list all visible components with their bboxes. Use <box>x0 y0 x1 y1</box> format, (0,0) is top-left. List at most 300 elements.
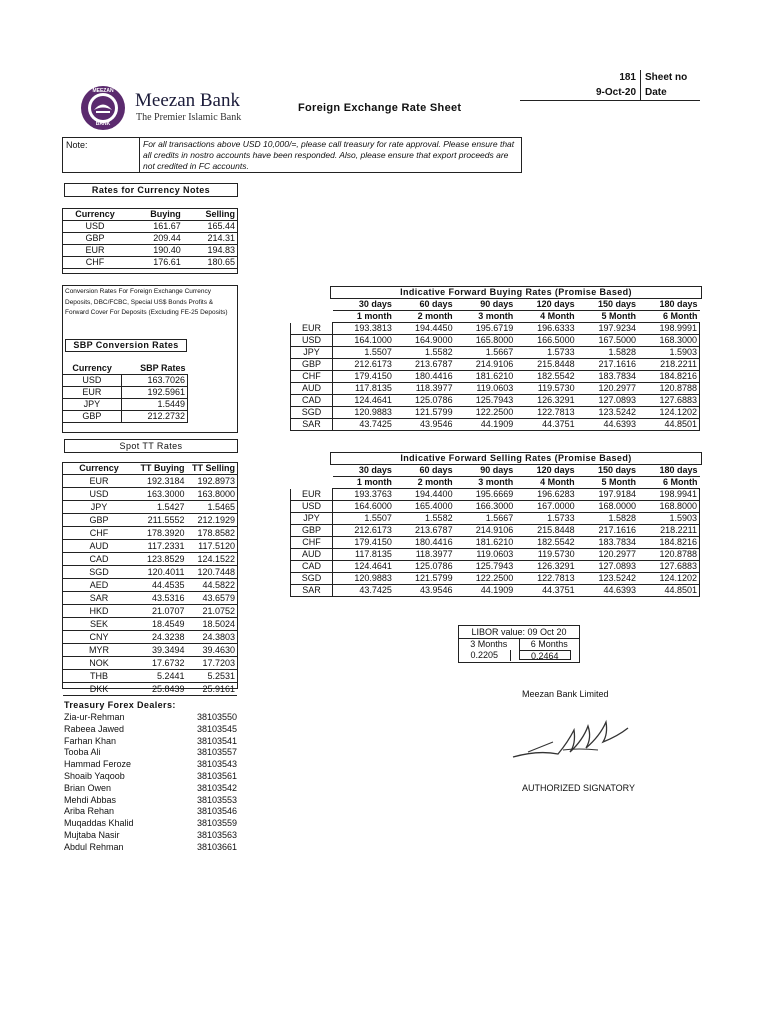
rate-cell: 168.0000 <box>577 501 638 513</box>
list-item <box>64 795 244 807</box>
rate-cell: 168.3000 <box>638 335 699 347</box>
dealer-phone: 38103541 <box>197 735 238 746</box>
table-row <box>63 475 237 488</box>
currency-notes-table <box>62 208 238 274</box>
table-row <box>63 375 188 387</box>
dealer-name: Brian Owen <box>64 782 112 793</box>
currency-cell: MYR <box>63 644 135 657</box>
table-row <box>63 683 237 696</box>
currency-cell: EUR <box>63 245 127 257</box>
table-row <box>63 644 237 657</box>
currency-cell: CHF <box>63 257 127 269</box>
rate-cell: 117.8135 <box>333 383 394 395</box>
libor-3m-value: 0.2205 <box>459 650 511 661</box>
currency-cell: CAD <box>291 395 333 407</box>
currency-cell: SAR <box>291 585 333 597</box>
rate-cell: 164.1000 <box>333 335 394 347</box>
rate-cell: 217.1616 <box>577 359 638 371</box>
rate-cell: 125.0786 <box>394 395 455 407</box>
table-row <box>291 347 700 359</box>
rate-cell: 198.9991 <box>638 323 699 335</box>
rate-cell: 43.5316 <box>135 592 187 605</box>
rate-cell: 125.0786 <box>394 561 455 573</box>
currency-cell: CHF <box>291 537 333 549</box>
column-header: 180 days <box>638 299 699 311</box>
column-header: 2 month <box>394 311 455 323</box>
rate-cell: 209.44 <box>127 233 183 245</box>
rate-cell: 1.5667 <box>455 513 516 525</box>
currency-cell: JPY <box>63 399 121 411</box>
dealer-phone: 38103545 <box>197 723 238 734</box>
dealer-phone: 38103543 <box>197 759 238 770</box>
rate-cell: 192.3184 <box>135 475 187 488</box>
rate-cell: 1.5828 <box>577 513 638 525</box>
rate-cell: 124.4641 <box>333 395 394 407</box>
signature-company: Meezan Bank Limited <box>522 689 609 699</box>
rate-cell: 1.5733 <box>515 513 576 525</box>
rate-cell: 167.0000 <box>515 501 576 513</box>
rate-cell: 25.9161 <box>187 683 237 696</box>
list-item <box>64 818 244 830</box>
currency-cell: SAR <box>63 592 135 605</box>
currency-cell: JPY <box>63 501 135 514</box>
bank-logo <box>80 85 126 131</box>
rate-cell: 166.5000 <box>515 335 576 347</box>
rate-cell: 39.4630 <box>187 644 237 657</box>
table-row <box>63 605 237 618</box>
currency-cell: SGD <box>291 573 333 585</box>
rate-cell: 1.5582 <box>394 347 455 359</box>
currency-cell: AUD <box>291 549 333 561</box>
blank-cell <box>291 477 333 489</box>
list-item <box>64 806 244 818</box>
rate-cell: 17.6732 <box>135 657 187 670</box>
fwd-sell-title: Indicative Forward Selling Rates (Promise Based) <box>330 452 702 465</box>
rate-cell: 176.61 <box>127 257 183 269</box>
column-header: 150 days <box>577 465 638 477</box>
rate-cell: 165.4000 <box>394 501 455 513</box>
rate-cell: 213.6787 <box>394 525 455 537</box>
dealers-list <box>64 712 244 854</box>
currency-cell: JPY <box>291 347 333 359</box>
blank-cell <box>291 311 333 323</box>
currency-cell: JPY <box>291 513 333 525</box>
rate-cell: 120.8788 <box>638 383 699 395</box>
table-row <box>63 387 188 399</box>
dealer-name: Zia-ur-Rehman <box>64 712 125 722</box>
dealers-title: Treasury Forex Dealers: <box>64 700 176 710</box>
currency-cell: GBP <box>63 233 127 245</box>
table-row <box>291 501 700 513</box>
fwd-sell-table <box>290 464 700 597</box>
libor-6m-value: 0.2464 <box>519 650 572 660</box>
rate-cell: 193.3813 <box>333 323 394 335</box>
sheet-no-value: 181 <box>520 70 641 85</box>
column-header: 60 days <box>394 299 455 311</box>
dealer-phone: 38103563 <box>197 829 238 840</box>
rate-cell: 194.83 <box>183 245 237 257</box>
rate-cell: 213.6787 <box>394 359 455 371</box>
conversion-box <box>62 285 238 433</box>
table-row <box>291 537 700 549</box>
rate-cell: 44.6393 <box>577 419 638 431</box>
note-box <box>62 137 522 173</box>
rate-cell: 212.2732 <box>121 411 187 423</box>
dealer-phone: 38103661 <box>197 841 238 852</box>
rate-cell: 117.2331 <box>135 540 187 553</box>
rate-cell: 127.6883 <box>638 561 699 573</box>
libor-title: LIBOR value: 09 Oct 20 <box>471 627 567 637</box>
currency-cell: CAD <box>291 561 333 573</box>
rate-cell: 123.8529 <box>135 553 187 566</box>
table-row <box>63 618 237 631</box>
days-header-row <box>291 465 700 477</box>
currency-cell: SEK <box>63 618 135 631</box>
column-header: 4 Month <box>515 477 576 489</box>
days-header-row <box>291 299 700 311</box>
rate-cell: 43.9546 <box>394 419 455 431</box>
rate-cell: 167.5000 <box>577 335 638 347</box>
rate-cell: 163.3000 <box>135 488 187 501</box>
table-row <box>63 527 237 540</box>
rate-cell: 24.3238 <box>135 631 187 644</box>
rate-cell: 1.5507 <box>333 347 394 359</box>
sheet-meta <box>520 70 700 101</box>
currency-notes-title: Rates for Currency Notes <box>64 183 238 197</box>
rate-cell: 218.2211 <box>638 359 699 371</box>
rate-cell: 24.3803 <box>187 631 237 644</box>
table-row <box>291 383 700 395</box>
rate-cell: 119.0603 <box>455 383 516 395</box>
list-item <box>64 842 244 854</box>
rate-cell: 17.7203 <box>187 657 237 670</box>
table-row <box>63 411 188 423</box>
rate-cell: 127.0893 <box>577 395 638 407</box>
spot-title: Spot TT Rates <box>64 439 238 453</box>
table-row <box>291 335 700 347</box>
rate-cell: 180.65 <box>183 257 237 269</box>
blank-cell <box>291 299 333 311</box>
rate-cell: 120.8788 <box>638 549 699 561</box>
rate-cell: 120.9883 <box>333 573 394 585</box>
sheet-no-label: Sheet no <box>645 72 688 83</box>
rate-cell: 1.5903 <box>638 347 699 359</box>
currency-cell: CNY <box>63 631 135 644</box>
rate-cell: 44.6393 <box>577 585 638 597</box>
currency-cell: HKD <box>63 605 135 618</box>
rate-cell: 43.9546 <box>394 585 455 597</box>
rate-cell: 1.5427 <box>135 501 187 514</box>
currency-cell: NOK <box>63 657 135 670</box>
rate-cell: 44.1909 <box>455 585 516 597</box>
rate-cell: 194.4450 <box>394 323 455 335</box>
column-header: 90 days <box>455 465 516 477</box>
column-header: Buying <box>127 209 183 221</box>
table-row <box>291 573 700 585</box>
column-header: 120 days <box>515 465 576 477</box>
rate-cell: 43.7425 <box>333 585 394 597</box>
rate-cell: 182.5542 <box>515 371 576 383</box>
rate-cell: 180.4416 <box>394 371 455 383</box>
rate-cell: 212.6173 <box>333 359 394 371</box>
rate-cell: 43.6579 <box>187 592 237 605</box>
rate-cell: 184.8216 <box>638 371 699 383</box>
table-row <box>63 257 237 269</box>
rate-cell: 1.5828 <box>577 347 638 359</box>
dealer-name: Ariba Rehan <box>64 806 115 817</box>
rate-cell: 196.6333 <box>515 323 576 335</box>
list-item <box>64 759 244 771</box>
rate-cell: 1.5667 <box>455 347 516 359</box>
rate-cell: 217.1616 <box>577 525 638 537</box>
rate-cell: 211.5552 <box>135 514 187 527</box>
rate-cell: 5.2531 <box>187 670 237 683</box>
table-row <box>291 407 700 419</box>
list-item <box>64 771 244 783</box>
rate-cell: 195.6719 <box>455 323 516 335</box>
column-header: Currency <box>63 363 121 375</box>
rate-cell: 125.7943 <box>455 561 516 573</box>
currency-cell: AUD <box>291 383 333 395</box>
list-item <box>64 736 244 748</box>
rate-cell: 212.1929 <box>187 514 237 527</box>
rate-cell: 44.3751 <box>515 585 576 597</box>
table-row <box>63 592 237 605</box>
rate-cell: 39.3494 <box>135 644 187 657</box>
rate-cell: 126.3291 <box>515 395 576 407</box>
rate-cell: 165.8000 <box>455 335 516 347</box>
rate-cell: 122.7813 <box>515 573 576 585</box>
table-row <box>291 359 700 371</box>
rate-cell: 117.5120 <box>187 540 237 553</box>
table-header-row <box>63 363 188 375</box>
table-row <box>63 540 237 553</box>
column-header: TT Buying <box>135 463 187 475</box>
rate-cell: 190.40 <box>127 245 183 257</box>
rate-cell: 181.6210 <box>455 371 516 383</box>
rate-cell: 168.8000 <box>638 501 699 513</box>
rate-cell: 118.3977 <box>394 549 455 561</box>
rate-cell: 43.7425 <box>333 419 394 431</box>
table-row <box>63 657 237 670</box>
currency-cell: SGD <box>63 566 135 579</box>
currency-cell: USD <box>63 375 121 387</box>
table-row <box>291 371 700 383</box>
date-label: Date <box>645 87 667 98</box>
table-row <box>291 323 700 335</box>
bank-tagline: The Premier Islamic Bank <box>136 112 242 123</box>
rate-cell: 122.2500 <box>455 407 516 419</box>
rate-cell: 44.4535 <box>135 579 187 592</box>
rate-cell: 123.5242 <box>577 573 638 585</box>
column-header: 5 Month <box>577 311 638 323</box>
rate-cell: 44.5822 <box>187 579 237 592</box>
rate-cell: 120.4011 <box>135 566 187 579</box>
table-row <box>63 399 188 411</box>
rate-cell: 21.0707 <box>135 605 187 618</box>
rate-cell: 192.5961 <box>121 387 187 399</box>
spot-table <box>62 462 238 694</box>
table-row <box>291 419 700 431</box>
currency-cell: USD <box>63 221 127 233</box>
table-row <box>291 561 700 573</box>
table-row <box>291 549 700 561</box>
currency-cell: GBP <box>63 411 121 423</box>
column-header: 6 Month <box>638 311 699 323</box>
list-item <box>64 724 244 736</box>
column-header: SBP Rates <box>121 363 187 375</box>
rate-cell: 214.9106 <box>455 525 516 537</box>
rate-cell: 122.7813 <box>515 407 576 419</box>
rate-cell: 165.44 <box>183 221 237 233</box>
rate-cell: 192.8973 <box>187 475 237 488</box>
column-header: Currency <box>63 463 135 475</box>
currency-cell: USD <box>291 501 333 513</box>
table-row <box>63 631 237 644</box>
rate-cell: 212.6173 <box>333 525 394 537</box>
dealer-name: Hammad Feroze <box>64 759 132 770</box>
currency-cell: AUD <box>63 540 135 553</box>
table-row <box>291 513 700 525</box>
rate-cell: 215.8448 <box>515 359 576 371</box>
months-header-row <box>291 311 700 323</box>
rate-cell: 178.3920 <box>135 527 187 540</box>
list-item <box>64 783 244 795</box>
currency-cell: EUR <box>291 489 333 501</box>
rate-cell: 161.67 <box>127 221 183 233</box>
column-header: 1 month <box>333 311 394 323</box>
rate-cell: 18.5024 <box>187 618 237 631</box>
rate-cell: 120.2977 <box>577 383 638 395</box>
column-header: 5 Month <box>577 477 638 489</box>
list-item <box>64 830 244 842</box>
rate-cell: 44.8501 <box>638 419 699 431</box>
table-row <box>291 585 700 597</box>
rate-cell: 180.4416 <box>394 537 455 549</box>
rate-cell: 196.6283 <box>515 489 576 501</box>
dealer-name: Rabeea Jawed <box>64 723 125 734</box>
rate-cell: 124.1202 <box>638 573 699 585</box>
column-header: 3 month <box>455 477 516 489</box>
column-header: 3 month <box>455 311 516 323</box>
rate-cell: 215.8448 <box>515 525 576 537</box>
blank-cell <box>291 465 333 477</box>
column-header: 90 days <box>455 299 516 311</box>
note-text: For all transactions above USD 10,000/=, please call treasury for rate approval. Please ensure that all credits in nostro accounts have been responded. Also, please ensure that export proceeds are not credited in FC accounts. <box>143 139 515 171</box>
currency-cell: AED <box>63 579 135 592</box>
dealer-phone: 38103561 <box>197 770 238 781</box>
table-row <box>63 501 237 514</box>
currency-cell: USD <box>291 335 333 347</box>
column-header: 4 Month <box>515 311 576 323</box>
rate-cell: 124.1522 <box>187 553 237 566</box>
date-value: 9-Oct-20 <box>520 85 641 100</box>
libor-box <box>458 625 580 663</box>
dealer-name: Muqaddas Khalid <box>64 818 134 829</box>
currency-cell: THB <box>63 670 135 683</box>
dealer-phone: 38103546 <box>197 806 238 817</box>
rate-cell: 44.1909 <box>455 419 516 431</box>
rate-cell: 121.5799 <box>394 407 455 419</box>
currency-cell: SGD <box>291 407 333 419</box>
currency-cell: USD <box>63 488 135 501</box>
rate-cell: 197.9234 <box>577 323 638 335</box>
rate-cell: 179.4150 <box>333 371 394 383</box>
rate-cell: 124.1202 <box>638 407 699 419</box>
rate-cell: 164.6000 <box>333 501 394 513</box>
column-header: 30 days <box>333 299 394 311</box>
rate-cell: 119.0603 <box>455 549 516 561</box>
rate-cell: 163.8000 <box>187 488 237 501</box>
rate-cell: 25.8439 <box>135 683 187 696</box>
dealer-phone: 38103553 <box>197 794 238 805</box>
note-label: Note: <box>63 138 140 172</box>
column-header: 2 month <box>394 477 455 489</box>
table-header-row <box>63 209 237 221</box>
table-row <box>63 245 237 257</box>
rate-cell: 163.7026 <box>121 375 187 387</box>
column-header: 6 Month <box>638 477 699 489</box>
currency-cell: CHF <box>63 527 135 540</box>
rate-cell: 1.5465 <box>187 501 237 514</box>
column-header: 120 days <box>515 299 576 311</box>
dealer-name: Tooba Ali <box>64 747 101 758</box>
rate-cell: 214.9106 <box>455 359 516 371</box>
libor-6m-label: 6 Months <box>530 639 568 649</box>
column-header: Currency <box>63 209 127 221</box>
table-header-row <box>63 463 237 475</box>
table-row <box>63 579 237 592</box>
rate-cell: 44.8501 <box>638 585 699 597</box>
dealer-name: Shoaib Yaqoob <box>64 770 125 781</box>
rate-cell: 1.5449 <box>121 399 187 411</box>
column-header: TT Selling <box>187 463 237 475</box>
column-header: 1 month <box>333 477 394 489</box>
rate-cell: 1.5582 <box>394 513 455 525</box>
rate-cell: 193.3763 <box>333 489 394 501</box>
dealer-name: Farhan Khan <box>64 735 117 746</box>
rate-cell: 122.2500 <box>455 573 516 585</box>
logo-text-top: MEEZAN <box>92 88 114 94</box>
rate-cell: 197.9184 <box>577 489 638 501</box>
column-header: 150 days <box>577 299 638 311</box>
list-item <box>64 747 244 759</box>
table-row <box>291 489 700 501</box>
rate-cell: 214.31 <box>183 233 237 245</box>
dealer-name: Mehdi Abbas <box>64 794 117 805</box>
table-row <box>291 525 700 537</box>
rate-cell: 183.7834 <box>577 537 638 549</box>
fwd-buy-table <box>290 298 700 431</box>
rate-cell: 124.4641 <box>333 561 394 573</box>
column-header: Selling <box>183 209 237 221</box>
currency-cell: EUR <box>63 475 135 488</box>
rate-cell: 120.9883 <box>333 407 394 419</box>
currency-cell: SAR <box>291 419 333 431</box>
rate-cell: 126.3291 <box>515 561 576 573</box>
table-row <box>63 221 237 233</box>
rate-cell: 179.4150 <box>333 537 394 549</box>
table-row <box>291 395 700 407</box>
column-header: 60 days <box>394 465 455 477</box>
rate-cell: 164.9000 <box>394 335 455 347</box>
currency-cell: GBP <box>291 359 333 371</box>
libor-3m-label: 3 Months <box>459 639 520 650</box>
dealer-phone: 38103557 <box>197 747 238 758</box>
signature-image <box>508 712 648 764</box>
currency-cell: CHF <box>291 371 333 383</box>
rate-cell: 194.4400 <box>394 489 455 501</box>
